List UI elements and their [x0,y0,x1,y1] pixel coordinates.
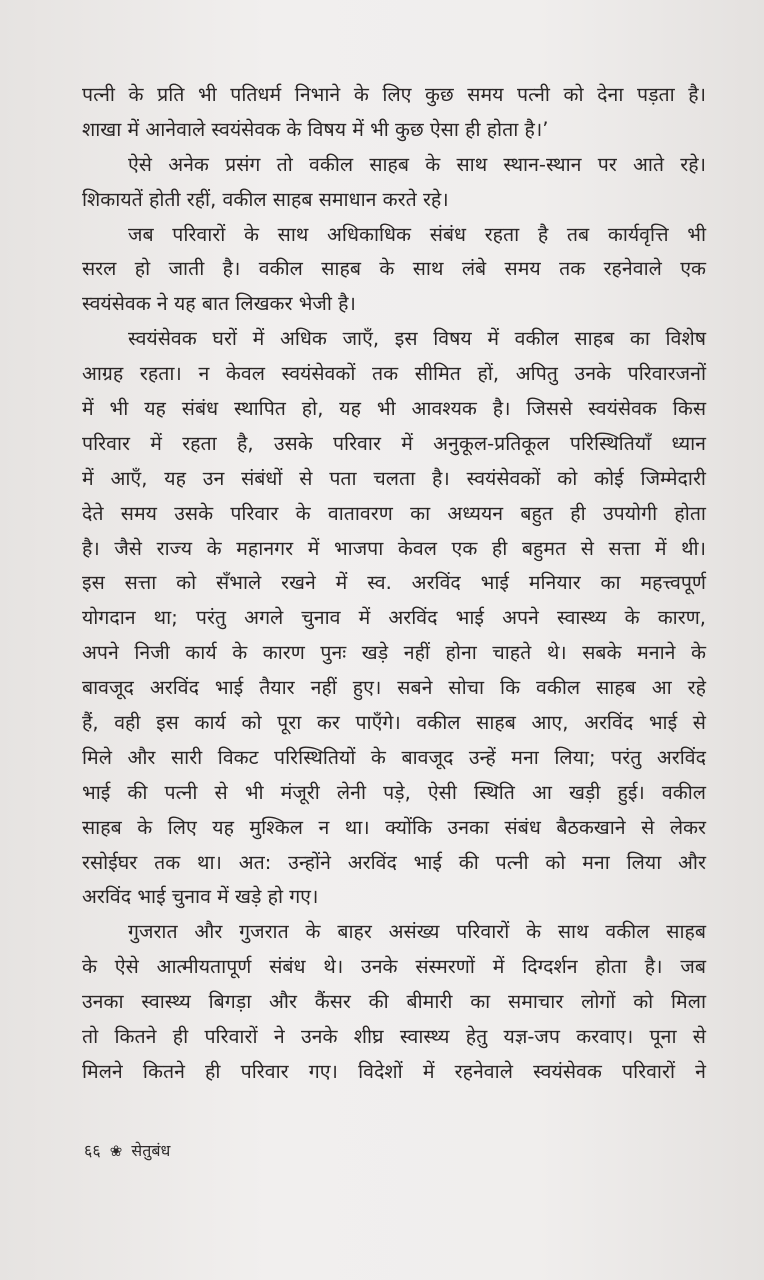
flower-separator-icon: ❀ [109,1142,123,1160]
text-line: शिकायतें होती रहीं, वकील साहब समाधान करते रहे। [82,187,449,211]
paragraph-start-line: स्वयंसेवक घरों में अधिक जाएँ, इस विषय में वकील साहब का विशेष [128,327,706,351]
paragraph-start-line: ऐसे अनेक प्रसंग तो वकील साहब के साथ स्थान-स्थान पर आते रहे। [128,152,706,176]
book-title: सेतुबंध [131,1141,171,1160]
text-line: उनका स्वास्थ्य बिगड़ा और कैंसर की बीमारी का समाचार लोगों को मिला [82,990,706,1014]
text-line: बावजूद अरविंद भाई तैयार नहीं हुए। सबने सोचा कि वकील साहब आ रहे [82,676,706,700]
text-line: अपने निजी कार्य के कारण पुनः खड़े नहीं होना चाहते थे। सबके मनाने के [82,641,706,665]
text-line: मिले और सारी विकट परिस्थितियों के बावजूद उन्हें मना लिया; परंतु अरविंद [82,745,706,769]
text-line: देते समय उसके परिवार के वातावरण का अध्ययन बहुत ही उपयोगी होता [82,501,706,525]
paragraph-start-line: गुजरात और गुजरात के बाहर असंख्य परिवारों के साथ वकील साहब [128,920,706,944]
text-line: में भी यह संबंध स्थापित हो, यह भी आवश्यक है। जिससे स्वयंसेवक किस [82,397,706,421]
text-line: में आएँ, यह उन संबंधों से पता चलता है। स्वयंसेवकों को कोई जिम्मेदारी [82,466,706,490]
page-footer [84,1140,170,1162]
text-line: स्वयंसेवक ने यह बात लिखकर भेजी है। [82,292,356,316]
text-line: योगदान था; परंतु अगले चुनाव में अरविंद भाई अपने स्वास्थ्य के कारण, [82,606,706,630]
text-line: साहब के लिए यह मुश्किल न था। क्योंकि उनका संबंध बैठकखाने से लेकर [82,815,706,839]
text-line: पत्नी के प्रति भी पतिधर्म निभाने के लिए कुछ समय पत्नी को देना पड़ता है। [82,83,706,106]
text-line: भाई की पत्नी से भी मंजूरी लेनी पड़े, ऐसी स्थिति आ खड़ी हुई। वकील [82,780,706,804]
text-line: इस सत्ता को सँभाले रखने में स्व. अरविंद भाई मनियार का महत्त्वपूर्ण [82,571,706,595]
paragraph-start-line: जब परिवारों के साथ अधिकाधिक संबंध रहता है तब कार्यवृत्ति भी [128,222,706,246]
body-text [82,78,706,1090]
text-line: हैं, वही इस कार्य को पूरा कर पाएँगे। वकील साहब आए, अरविंद भाई से [82,711,706,735]
text-line: मिलने कितने ही परिवार गए। विदेशों में रहनेवाले स्वयंसेवक परिवारों ने [82,1059,706,1083]
text-line: परिवार में रहता है, उसके परिवार में अनुकूल-प्रतिकूल परिस्थितियाँ ध्यान [82,431,706,455]
text-line: तो कितने ही परिवारों ने उनके शीघ्र स्वास्थ्य हेतु यज्ञ-जप करवाए। पूना से [82,1025,706,1049]
text-line: है। जैसे राज्य के महानगर में भाजपा केवल एक ही बहुमत से सत्ता में थी। [82,536,706,560]
text-line: अरविंद भाई चुनाव में खड़े हो गए। [82,885,319,909]
text-line: शाखा में आनेवाले स्वयंसेवक के विषय में भी कुछ ऐसा ही होता है।’ [82,117,549,141]
page-number: ६६ [84,1141,101,1160]
text-line: रसोईघर तक था। अत: उन्होंने अरविंद भाई की पत्नी को मना लिया और [82,850,706,874]
text-line: सरल हो जाती है। वकील साहब के साथ लंबे समय तक रहनेवाले एक [82,257,706,281]
text-line: के ऐसे आत्मीयतापूर्ण संबंध थे। उनके संस्मरणों में दिग्दर्शन होता है। जब [82,955,706,979]
text-line: आग्रह रहता। न केवल स्वयंसेवकों तक सीमित हों, अपितु उनके परिवारजनों [82,362,706,386]
